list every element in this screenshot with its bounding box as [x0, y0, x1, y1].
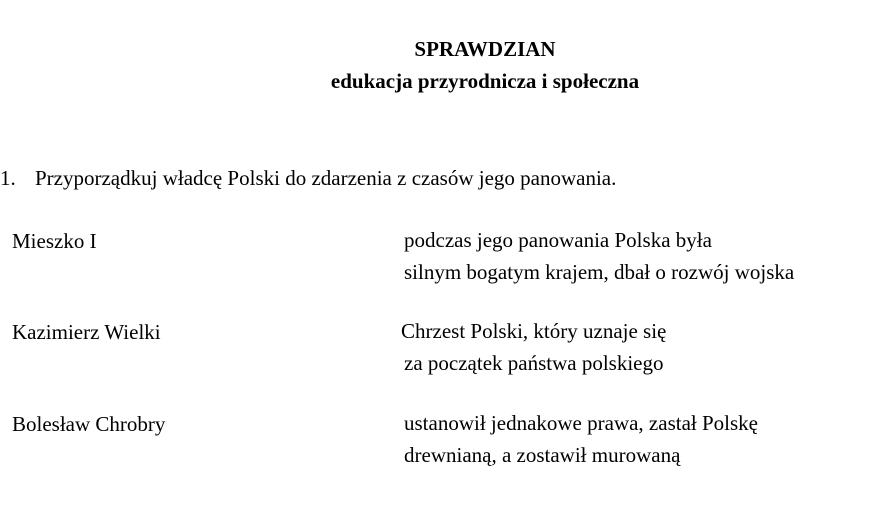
question-number: 1. [0, 166, 16, 190]
event-line: za początek państwa polskiego [404, 351, 664, 375]
event-line: podczas jego panowania Polska była [404, 228, 712, 252]
event-item [401, 315, 666, 379]
page-title: SPRAWDZIAN [414, 37, 556, 61]
event-line: drewnianą, a zostawił murowaną [404, 443, 681, 467]
ruler-item: Mieszko I [12, 229, 97, 253]
ruler-item: Kazimierz Wielki [12, 320, 161, 344]
event-line: ustanowił jednakowe prawa, zastał Polskę [404, 411, 758, 435]
question-text: Przyporządkuj władcę Polski do zdarzenia z czasów jego panowania. [35, 166, 617, 190]
page-subtitle: edukacja przyrodnicza i społeczna [330, 69, 640, 93]
event-item [404, 407, 758, 471]
event-line: Chrzest Polski, który uznaje się [401, 319, 667, 343]
question-1 [0, 166, 616, 190]
ruler-item: Bolesław Chrobry [12, 412, 166, 436]
event-item [404, 224, 794, 288]
event-line: silnym bogatym krajem, dbał o rozwój wojska [404, 260, 795, 284]
